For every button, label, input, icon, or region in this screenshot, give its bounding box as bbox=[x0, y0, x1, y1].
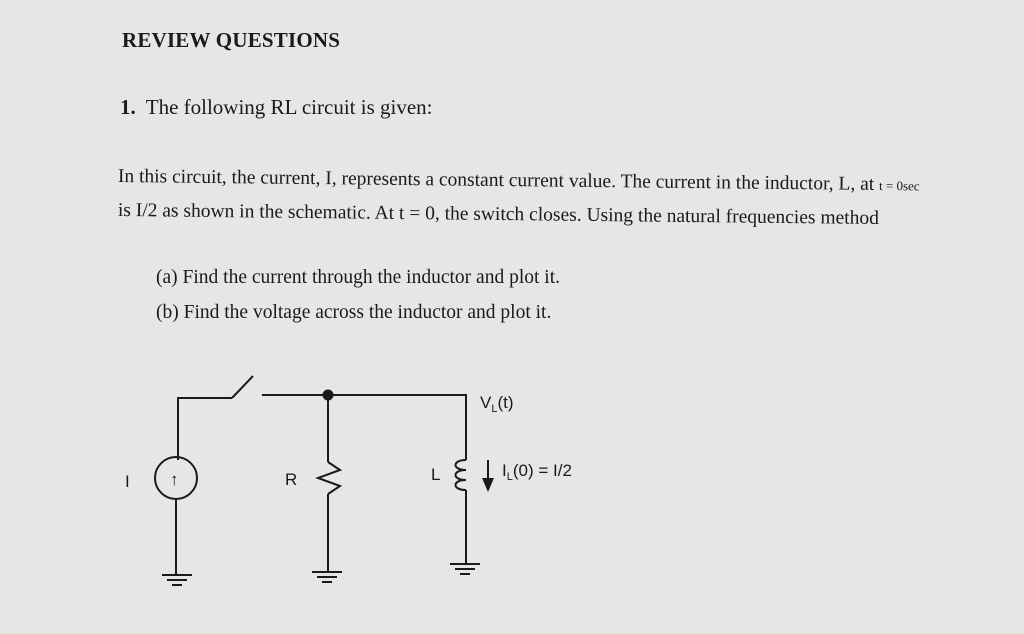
paragraph-line-1-tail: t = 0sec bbox=[879, 177, 920, 194]
part-b: (b) Find the voltage across the inductor and plot it. bbox=[156, 302, 552, 323]
current-label-main: I bbox=[502, 461, 507, 480]
question-text: The following RL circuit is given: bbox=[145, 95, 433, 119]
source-arrow-icon: ↑ bbox=[170, 470, 179, 489]
paragraph-line-2: is I/2 as shown in the schematic. At t = 0, the switch closes. Using the natural frequencies method bbox=[117, 200, 880, 229]
inductor-symbol bbox=[456, 460, 467, 490]
ground-icon bbox=[312, 572, 342, 582]
source-wire-top bbox=[178, 398, 232, 460]
source-label: I bbox=[125, 472, 130, 491]
section-heading: REVIEW QUESTIONS bbox=[122, 28, 341, 52]
top-rail-wire bbox=[262, 395, 466, 418]
voltage-label-main: V bbox=[480, 393, 492, 412]
current-label-tail: (0) = I/2 bbox=[512, 461, 572, 480]
question-number: 1. bbox=[120, 95, 136, 119]
part-a: (a) Find the current through the inductor and plot it. bbox=[156, 267, 560, 288]
voltage-label-tail: (t) bbox=[497, 393, 514, 412]
inductor-label: L bbox=[431, 465, 441, 484]
current-label-sub: L bbox=[506, 471, 513, 483]
switch-blade bbox=[232, 376, 253, 398]
paragraph-line-1-text: In this circuit, the current, I, represents a constant current value. The current in the inductor, L, at bbox=[117, 166, 875, 195]
resistor-symbol bbox=[318, 462, 340, 494]
ground-icon bbox=[162, 575, 192, 585]
voltage-label bbox=[480, 393, 514, 415]
voltage-label-sub: L bbox=[491, 403, 498, 415]
ground-icon bbox=[450, 564, 480, 574]
resistor-label: R bbox=[285, 470, 298, 489]
current-direction-arrow-head bbox=[482, 478, 494, 492]
current-label bbox=[502, 461, 572, 483]
